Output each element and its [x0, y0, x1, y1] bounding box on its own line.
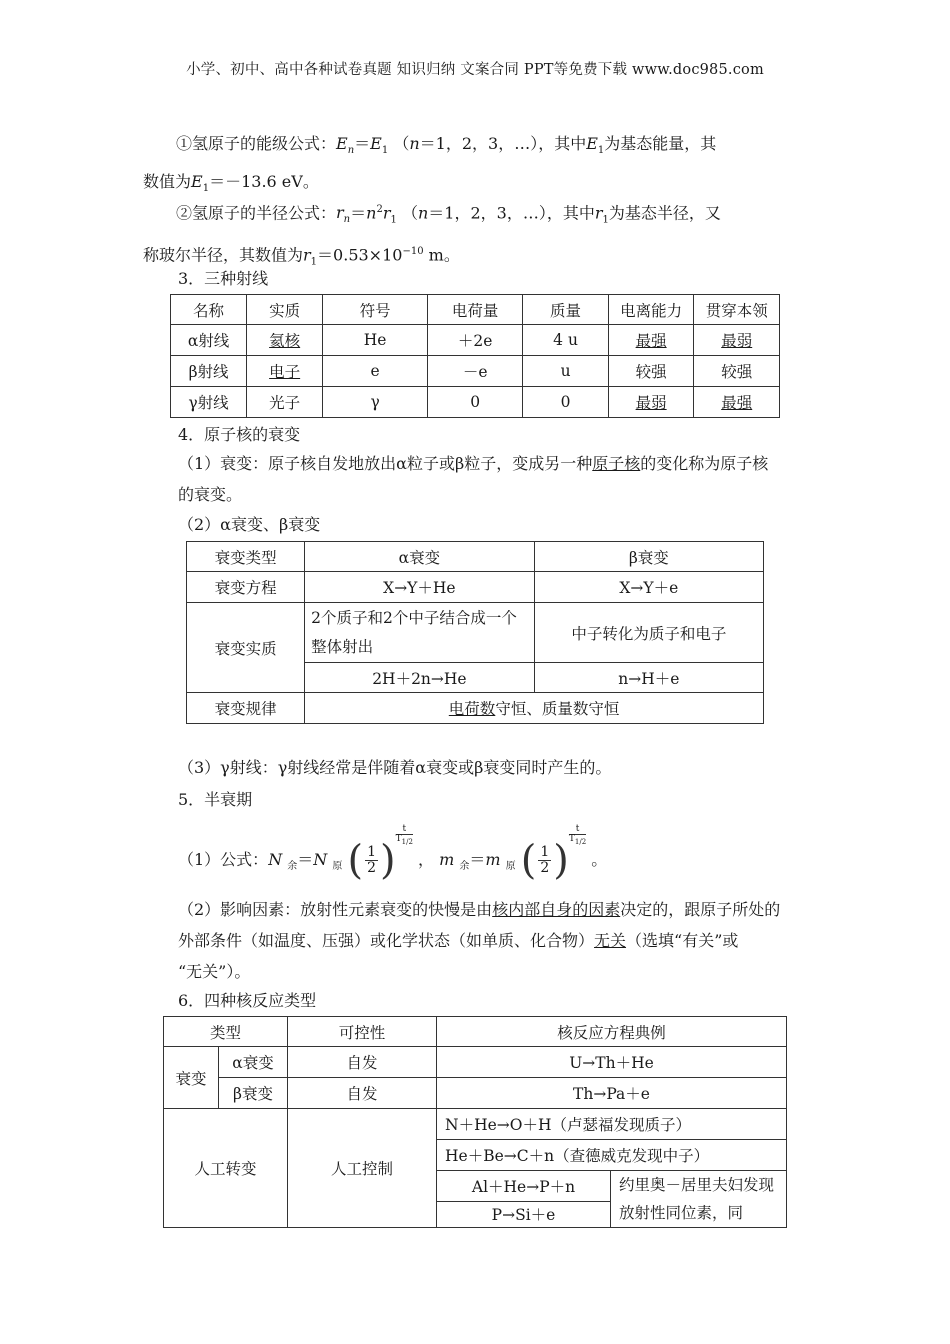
rays-header-row: 名称 实质 符号 电荷量 质量 电离能力 贯穿本领	[171, 295, 780, 325]
table-row: γ射线 光子 γ 0 0 最弱 最强	[171, 387, 780, 418]
table-row: β射线 电子 e －e u 较强 较强	[171, 356, 780, 387]
decay-table: 衰变类型 α衰变 β衰变 衰变方程 X→Y＋He X→Y＋e 衰变实质 2个质子和2个中子结合成一个整体射出 中子转化为质子和电子 2H＋2n→He n→H＋e 衰变规律 电荷数守恒、质量数守恒	[186, 541, 764, 724]
energy-formula-paragraph: ①氢原子的能级公式：$E_n=E_1$ （n＝1，2，3，…），其中$E_1$为基态能量，其 数值为$E_1=-13.6$ eV。	[143, 134, 717, 195]
decay-subtitle: （2）α衰变、β衰变	[178, 515, 321, 534]
halflife-factors: （2）影响因素：放射性元素衰变的快慢是由核内部自身的因素决定的，跟原子所处的 外部条件（如温度、压强）或化学状态（如单质、化合物）无关（选填“有关”或 “无关”）。	[178, 900, 781, 981]
decay-definition: （1）衰变：原子核自发地放出α粒子或β粒子，变成另一种原子核的变化称为原子核 的衰变。	[178, 454, 769, 504]
gamma-note: （3）γ射线：γ射线经常是伴随着α衰变或β衰变同时产生的。	[178, 758, 612, 777]
section-6-title: 6．四种核反应类型	[178, 991, 317, 1010]
reactions-table: 类型 可控性 核反应方程典例 衰变 α衰变 自发 U→Th＋He β衰变 自发 Th→Pa＋e 人工转变 人工控制 N＋He→O＋H（卢瑟福发现质子） He＋Be→C＋n（查德威克发现中子） Al＋He→P＋n 约里奥－居里夫妇发现放射性同位素，同 P→Si＋e	[163, 1016, 787, 1228]
halflife-formula: （1）公式：N $_余$＝N $_原$ ( $\frac{1}{2}$ ) $\frac{t}{T_{1/2}}$ ， m $_余$＝m $_原$ ( $\frac{1}{2}$ ) $\frac{t}{T_{1/2}}$ 。	[178, 824, 608, 884]
section-4-title: 4．原子核的衰变	[178, 425, 301, 444]
table-row: α射线 氦核 He ＋2e 4 u 最强 最弱	[171, 325, 780, 356]
radius-formula-paragraph: ②氢原子的半径公式：$r_n=n^2r_1$ （n＝1，2，3，…），其中$r_1$为基态半径，又 称玻尔半径，其数值为$r_1=0.53\times 10^{-10}$ m。	[143, 203, 721, 268]
page-header: 小学、初中、高中各种试卷真题 知识归纳 文案合同 PPT等免费下载 www.doc985.com	[186, 62, 764, 78]
rays-table	[170, 294, 780, 418]
section-3-title: 3．三种射线	[178, 269, 269, 288]
section-5-title: 5．半衰期	[178, 790, 253, 809]
